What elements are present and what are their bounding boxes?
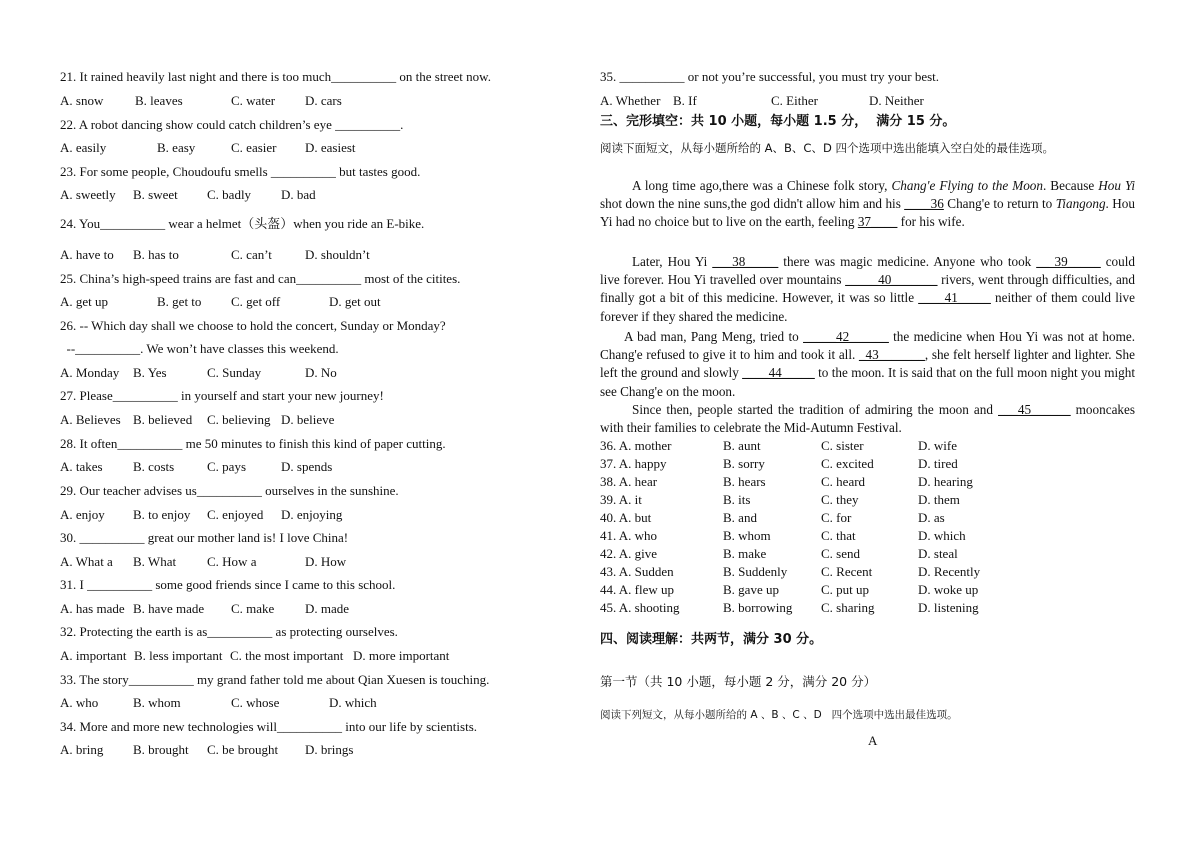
option: D. cars bbox=[305, 93, 342, 108]
question-26-response: --__________. We won’t have classes this weekend. bbox=[60, 341, 339, 356]
question-35-stem: 35. __________ or not you’re successful, you must try your best. bbox=[600, 69, 940, 84]
option: C. badly bbox=[207, 187, 252, 202]
option: A. takes bbox=[60, 459, 103, 474]
question-27-stem: 27. Please__________ in yourself and start your new journey! bbox=[60, 388, 384, 403]
blank-38: ___38_____ bbox=[712, 254, 779, 269]
option: A. has made bbox=[60, 601, 125, 616]
blank-41: ____41_____ bbox=[918, 290, 991, 306]
option: D. get out bbox=[329, 294, 381, 309]
option: C. water bbox=[231, 93, 276, 108]
option: C. believing bbox=[207, 412, 271, 427]
question-24-stem: 24. You__________ wear a helmet（头盔）when you ride an E-bike. bbox=[60, 216, 425, 231]
passage-paragraph-3: A bad man, Pang Meng, tried to _____42______ the medicine when Hou Yi was not at home. Chang'e refused to give it to him and took it all. _43_______, she felt herself lighter and lighter. She left the ground and slowly ____44_____ to the moon. It is said that on the full moon night you might see Chang'e on the moon. bbox=[600, 329, 1135, 399]
question-26-stem: 26. -- Which day shall we choose to hold the concert, Sunday or Monday? bbox=[60, 318, 446, 333]
option: D. spends bbox=[281, 459, 333, 474]
option: C. make bbox=[231, 601, 275, 616]
option: A. get up bbox=[60, 294, 109, 309]
option: C. the most important bbox=[230, 648, 344, 663]
option: C. can’t bbox=[231, 247, 272, 262]
option: A. bring bbox=[60, 742, 104, 757]
blank-43: _43_______ bbox=[858, 347, 925, 363]
option: C. How a bbox=[207, 554, 257, 569]
option: D. bad bbox=[281, 187, 316, 202]
option: D. easiest bbox=[305, 140, 356, 155]
option: B. get to bbox=[157, 294, 202, 309]
section-3-title: 三、完形填空：共 10 小题，每小题 1.5 分， 满分 15 分。 bbox=[600, 114, 956, 129]
option: C. Either bbox=[771, 93, 818, 108]
section-3-instructions: 阅读下面短文，从每小题所给的 A、B、C、D 四个选项中选出能填入空白处的最佳选项。 bbox=[600, 141, 1054, 155]
passage-paragraph-2: Later, Hou Yi ___38_____ there was magic medicine. Anyone who took __ 39_____ could live forever. Hou Yi travelled over mountains _____40_______ rivers, went through difficulties, and finally got a bit of this medicine. However, it was so little ____41_____ neither of them could live forever if they shared the medicine. bbox=[600, 254, 1135, 324]
blank-39: __ 39_____ bbox=[1036, 254, 1101, 269]
blank-37: 37____ bbox=[857, 214, 898, 230]
option: B. If bbox=[673, 93, 697, 108]
passage-paragraph-4: Since then, people started the tradition of admiring the moon and ___45______ mooncakes with their families to celebrate the Mid-Autumn Festival. bbox=[600, 402, 1135, 436]
question-29-stem: 29. Our teacher advises us__________ ourselves in the sunshine. bbox=[60, 483, 399, 498]
option: D. shouldn’t bbox=[305, 247, 370, 262]
option: C. Sunday bbox=[207, 365, 262, 380]
question-31-stem: 31. I __________ some good friends since I came to this school. bbox=[60, 577, 396, 592]
option: D. brings bbox=[305, 742, 354, 757]
option: B. easy bbox=[157, 140, 196, 155]
passage-letter: A bbox=[868, 733, 878, 748]
option: B. to enjoy bbox=[133, 507, 191, 522]
question-23-stem: 23. For some people, Choudoufu smells __________ but tastes good. bbox=[60, 164, 421, 179]
option: D. which bbox=[329, 695, 377, 710]
question-32-stem: 32. Protecting the earth is as__________ as protecting ourselves. bbox=[60, 624, 398, 639]
option: A. have to bbox=[60, 247, 114, 262]
blank-44: ____44_____ bbox=[742, 365, 815, 381]
option: A. Monday bbox=[60, 365, 120, 380]
option: B. believed bbox=[133, 412, 193, 427]
option: B. costs bbox=[133, 459, 175, 474]
story-title: Chang'e Flying to the Moon bbox=[891, 178, 1043, 193]
question-34-stem: 34. More and more new technologies will__________ into our life by scientists. bbox=[60, 719, 478, 734]
blank-45: ___45______ bbox=[998, 402, 1071, 417]
option: A. What a bbox=[60, 554, 113, 569]
option: D. No bbox=[305, 365, 337, 380]
option: A. Believes bbox=[60, 412, 121, 427]
question-25-stem: 25. China’s high-speed trains are fast and can__________ most of the citites. bbox=[60, 271, 461, 286]
part-1-instructions: 阅读下列短文，从每小题所给的 A 、B 、C 、D 四个选项中选出最佳选项。 bbox=[600, 709, 958, 721]
part-1-title: 第一节（共 10 小题，每小题 2 分，满分 20 分） bbox=[600, 674, 877, 689]
option: B. What bbox=[133, 554, 177, 569]
option: B. whom bbox=[133, 695, 181, 710]
option: B. have made bbox=[133, 601, 205, 616]
option: C. enjoyed bbox=[207, 507, 264, 522]
option: D. Neither bbox=[869, 93, 924, 108]
question-30-stem: 30. __________ great our mother land is! I love China! bbox=[60, 530, 349, 545]
blank-42: _____42______ bbox=[803, 329, 889, 344]
option: A. sweetly bbox=[60, 187, 116, 202]
option: A. enjoy bbox=[60, 507, 105, 522]
option: D. more important bbox=[353, 648, 450, 663]
option: A. who bbox=[60, 695, 99, 710]
option: C. easier bbox=[231, 140, 277, 155]
option: B. Yes bbox=[133, 365, 167, 380]
question-22-stem: 22. A robot dancing show could catch children’s eye __________. bbox=[60, 117, 404, 132]
option: D. enjoying bbox=[281, 507, 343, 522]
blank-36: ____36 bbox=[904, 196, 944, 212]
option: A. Whether bbox=[600, 93, 661, 108]
option: B. less important bbox=[134, 648, 223, 663]
option: D. made bbox=[305, 601, 350, 616]
question-21-stem: 21. It rained heavily last night and there is too much__________ on the street now. bbox=[60, 69, 491, 84]
passage-paragraph-1: A long time ago,there was a Chinese folk story, Chang'e Flying to the Moon. Because Hou Yi shot down the nine suns,the god didn't allow him and his ____36 Chang'e to return to Tiangong. Hou Yi had no choice but to live on the earth, feeling 37____ for his wife. bbox=[600, 178, 1136, 230]
option: D. believe bbox=[281, 412, 335, 427]
option: B. has to bbox=[133, 247, 179, 262]
option: C. whose bbox=[231, 695, 280, 710]
option: C. get off bbox=[231, 294, 281, 309]
option: A. important bbox=[60, 648, 127, 663]
question-28-stem: 28. It often__________ me 50 minutes to finish this kind of paper cutting. bbox=[60, 436, 446, 451]
option: D. How bbox=[305, 554, 347, 569]
blank-40: _____40_______ bbox=[845, 272, 938, 288]
option: A. easily bbox=[60, 140, 107, 155]
option: A. snow bbox=[60, 93, 104, 108]
option: C. pays bbox=[207, 459, 246, 474]
question-33-stem: 33. The story__________ my grand father told me about Qian Xuesen is touching. bbox=[60, 672, 490, 687]
section-4-title: 四、阅读理解：共两节，满分 30 分。 bbox=[600, 632, 823, 647]
option: C. be brought bbox=[207, 742, 279, 757]
option: B. sweet bbox=[133, 187, 178, 202]
option: B. leaves bbox=[135, 93, 183, 108]
option: B. brought bbox=[133, 742, 189, 757]
